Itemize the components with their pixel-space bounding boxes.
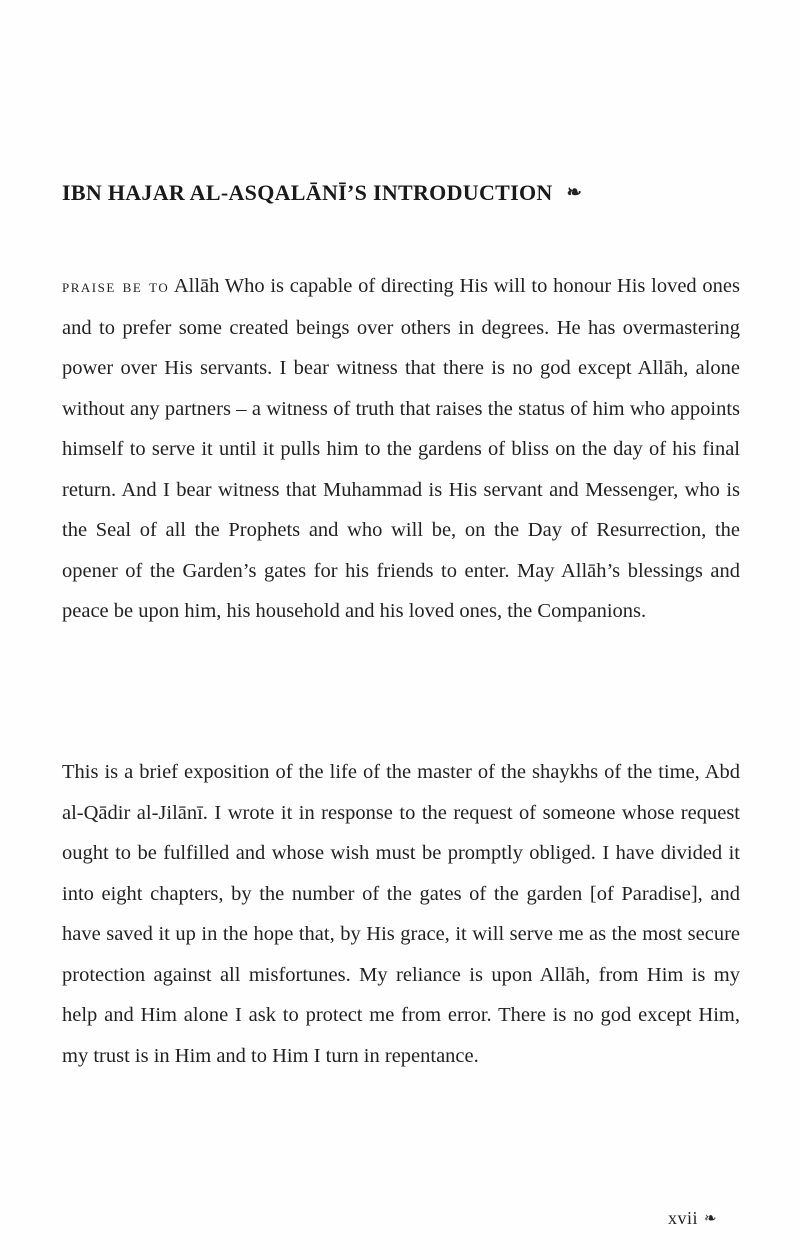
paragraph-praise-text: Allāh Who is capable of directing His will to honour His loved ones and to prefer some created beings over others in degrees. He has overmastering power over His servants. I bear witness that there is no god except Allāh, alone without any partners – a witness of truth that raises the status of him who appoints himself to serve it until it pulls him to the gardens of bliss on the day of his final return. And I bear witness that Muhammad is His servant and Messenger, who is the Seal of all the Prophets and who will be, on the Day of Resurrection, the opener of the Garden’s gates for his friends to enter. May Allāh’s blessings and peace be upon him, his household and his loved ones, the Companions. <box>62 275 740 622</box>
chapter-heading <box>62 180 742 206</box>
paragraph-praise <box>62 266 740 632</box>
page-number <box>668 1208 717 1229</box>
chapter-title: IBN HAJAR AL-ASQALĀNĪ’S INTRODUCTION <box>62 180 553 205</box>
paragraph-exposition <box>62 752 740 1076</box>
page-number-text: xvii <box>668 1208 699 1228</box>
fleuron-icon: ❧ <box>704 1211 718 1227</box>
paragraph-exposition-text: This is a brief exposition of the life of the master of the shaykhs of the time, Abd al-Qādir al-Jilānī. I wrote it in response to the request of someone whose request ought to be fulfilled and whose wish must be promptly obliged. I have divided it into eight chapters, by the number of the gates of the garden [of Paradise], and have saved it up in the hope that, by His grace, it will serve me as the most secure protection against all misfortunes. My reliance is upon Allāh, from Him is my help and Him alone I ask to protect me from error. There is no god except Him, my trust is in Him and to Him I turn in repentance. <box>62 761 740 1067</box>
lead-in-smallcaps: praise be to <box>62 276 170 297</box>
fleuron-icon: ❧ <box>566 182 582 202</box>
